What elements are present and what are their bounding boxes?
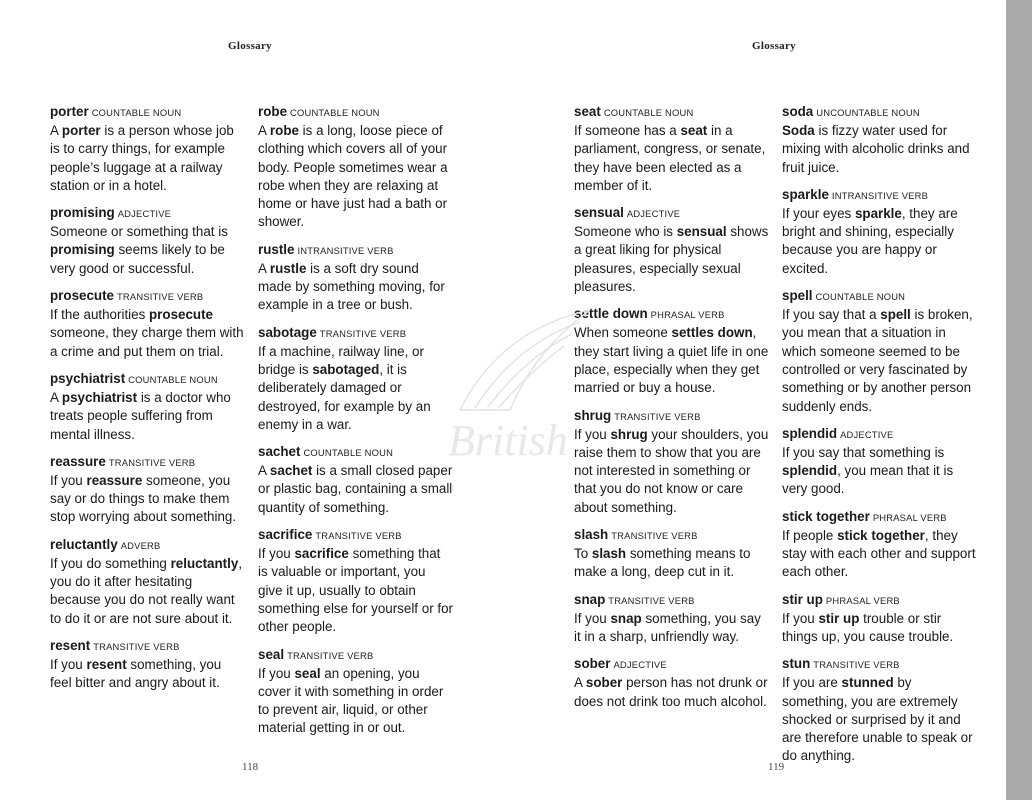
headword-line xyxy=(782,508,977,527)
definition-keyword: slash xyxy=(591,546,627,562)
glossary-entry xyxy=(258,103,453,232)
definition-text: To xyxy=(574,546,592,562)
part-of-speech: INTRANSITIVE VERB xyxy=(297,244,394,256)
definition-text: If you xyxy=(574,610,611,626)
glossary-entry xyxy=(258,526,453,636)
definition xyxy=(782,610,977,647)
headword: seal xyxy=(258,646,285,662)
headword-line xyxy=(574,407,769,426)
page-number-left: 118 xyxy=(242,761,259,773)
definition xyxy=(50,472,245,527)
definition-text: is fizzy water used for mixing with alcoholic drinks and fruit juice. xyxy=(782,123,970,175)
definition xyxy=(258,122,453,232)
glossary-entry xyxy=(782,655,977,765)
definition-text: something means to make a long, deep cut in it. xyxy=(574,546,751,580)
definition-keyword: reluctantly xyxy=(170,555,239,571)
definition-keyword: reassure xyxy=(86,472,143,488)
headword: splendid xyxy=(782,425,838,441)
definition-text: A xyxy=(258,260,270,276)
part-of-speech: TRANSITIVE VERB xyxy=(614,410,701,422)
definition-text: Someone or something that is xyxy=(50,224,228,240)
headword-line xyxy=(50,287,245,306)
part-of-speech: TRANSITIVE VERB xyxy=(315,530,402,542)
part-of-speech: TRANSITIVE VERB xyxy=(117,291,204,303)
definition-text: something, you feel bitter and angry about it. xyxy=(50,656,222,691)
definition-text: If you say that something is xyxy=(782,444,945,460)
headword-line xyxy=(258,646,453,665)
definition-text: If you say that a xyxy=(782,307,881,323)
glossary-column-4 xyxy=(782,103,977,775)
definition-text: If people xyxy=(782,527,838,543)
definition xyxy=(258,343,453,434)
part-of-speech: TRANSITIVE VERB xyxy=(108,456,196,468)
glossary-column-2 xyxy=(258,103,453,747)
definition-text: If you do something xyxy=(50,555,171,571)
part-of-speech: PHRASAL VERB xyxy=(650,309,725,321)
definition xyxy=(258,462,453,517)
definition-keyword: sabotaged xyxy=(312,361,380,377)
definition xyxy=(782,444,977,499)
definition-text: If you are xyxy=(782,675,842,691)
glossary-entry xyxy=(258,646,453,738)
headword-line xyxy=(574,526,769,545)
glossary-entry xyxy=(50,287,245,361)
part-of-speech: ADJECTIVE xyxy=(613,659,667,671)
definition-text: If your eyes xyxy=(782,205,855,221)
definition-text: your shoulders, you raise them to show that you are not interested in something or that you do not know or care about something. xyxy=(574,426,769,515)
part-of-speech: COUNTABLE NOUN xyxy=(128,373,218,385)
glossary-entry xyxy=(574,591,769,647)
part-of-speech: TRANSITIVE VERB xyxy=(813,659,900,671)
glossary-entry xyxy=(258,443,453,517)
definition-keyword: Soda xyxy=(782,123,815,138)
glossary-entry xyxy=(574,305,769,397)
definition-text: Someone who is xyxy=(574,224,677,240)
part-of-speech: ADJECTIVE xyxy=(626,208,681,220)
definition-text: is a small closed paper or plastic bag, containing a small quantity of something. xyxy=(258,463,453,515)
definition xyxy=(782,205,977,278)
headword-line xyxy=(50,370,245,389)
definition-text: is a person whose job is to carry things, for example people’s luggage at a railway station or in a hotel. xyxy=(50,123,234,193)
part-of-speech: TRANSITIVE VERB xyxy=(287,649,374,661)
headword: seat xyxy=(574,104,601,119)
definition-keyword: stick together xyxy=(837,527,925,543)
headword-line xyxy=(258,443,453,462)
part-of-speech: COUNTABLE NOUN xyxy=(290,107,380,118)
definition xyxy=(574,610,769,647)
glossary-entry xyxy=(782,103,977,177)
headword-line xyxy=(50,453,245,472)
glossary-entry xyxy=(574,204,769,296)
headword-line xyxy=(782,103,977,122)
headword-line xyxy=(50,204,245,223)
definition xyxy=(574,223,769,296)
headword-line xyxy=(50,103,245,122)
headword-line xyxy=(50,536,245,555)
definition-keyword: resent xyxy=(86,656,127,672)
definition xyxy=(782,527,977,582)
definition-keyword: sachet xyxy=(269,463,313,479)
headword: settle down xyxy=(574,306,648,322)
definition-keyword: settles down xyxy=(671,325,753,341)
headword: sachet xyxy=(258,444,301,460)
running-head-right: Glossary xyxy=(752,40,796,52)
definition-keyword: snap xyxy=(610,610,642,626)
headword-line xyxy=(782,186,977,205)
part-of-speech: COUNTABLE NOUN xyxy=(91,107,182,118)
headword: robe xyxy=(258,104,288,119)
headword: resent xyxy=(50,637,91,653)
headword-line xyxy=(258,526,453,545)
definition xyxy=(50,389,245,444)
headword: reluctantly xyxy=(50,536,118,552)
part-of-speech: PHRASAL VERB xyxy=(872,511,947,523)
definition-text: by something, you are extremely shocked or surprised by it and are therefore unable to speak or do anything. xyxy=(782,675,973,764)
definition xyxy=(258,665,453,738)
headword: stick together xyxy=(782,508,870,524)
headword: psychiatrist xyxy=(50,370,126,386)
definition-text: , it is deliberately damaged or destroyed, for example by an enemy in a war. xyxy=(258,361,431,432)
definition-text: A xyxy=(574,675,586,691)
part-of-speech: COUNTABLE NOUN xyxy=(603,107,694,118)
definition xyxy=(258,545,453,636)
headword: porter xyxy=(50,104,89,119)
headword: spell xyxy=(782,288,813,304)
definition-keyword: sacrifice xyxy=(294,546,349,562)
definition xyxy=(782,306,977,416)
definition xyxy=(50,656,245,693)
definition-text: trouble or stir things up, you cause trouble. xyxy=(782,610,954,644)
headword-line xyxy=(574,204,769,223)
definition-text: A xyxy=(50,123,62,138)
headword: prosecute xyxy=(50,288,114,304)
definition-keyword: stunned xyxy=(841,675,894,691)
headword-line xyxy=(782,425,977,444)
page-edge-strip xyxy=(1006,0,1032,800)
definition xyxy=(782,674,977,765)
glossary-entry xyxy=(574,655,769,711)
glossary-entry xyxy=(258,324,453,434)
part-of-speech: TRANSITIVE VERB xyxy=(608,594,695,606)
glossary-entry xyxy=(782,425,977,499)
definition-keyword: splendid xyxy=(782,463,838,479)
part-of-speech: ADJECTIVE xyxy=(840,428,894,440)
right-page xyxy=(516,0,1006,800)
definition-text: is a soft dry sound made by something moving, for example in a tree or bush. xyxy=(258,260,445,313)
glossary-entry xyxy=(50,103,245,195)
glossary-entry xyxy=(782,508,977,582)
part-of-speech: TRANSITIVE VERB xyxy=(93,640,180,652)
definition-text: something, you say it in a sharp, unfriendly way. xyxy=(574,610,761,644)
definition-text: A xyxy=(258,123,270,138)
definition-text: seems likely to be very good or successful. xyxy=(50,242,225,276)
definition-text: , you mean that it is very good. xyxy=(782,463,954,497)
part-of-speech: PHRASAL VERB xyxy=(825,594,900,606)
definition-text: something that is valuable or important, you give it up, usually to obtain something else for yourself or for other people. xyxy=(258,546,453,635)
headword: reassure xyxy=(50,453,106,469)
part-of-speech: COUNTABLE NOUN xyxy=(815,291,906,303)
headword: slash xyxy=(574,527,609,543)
headword: rustle xyxy=(258,241,295,257)
part-of-speech: ADVERB xyxy=(120,539,161,551)
headword-line xyxy=(782,655,977,674)
definition xyxy=(50,223,245,278)
headword-line xyxy=(574,655,769,674)
glossary-entry xyxy=(574,407,769,517)
definition-text: If you xyxy=(50,472,87,488)
glossary-entry xyxy=(782,287,977,416)
definition-text: , they are bright and shining, especially because you are happy or excited. xyxy=(782,205,958,276)
definition-keyword: prosecute xyxy=(149,307,213,323)
headword: sabotage xyxy=(258,324,317,340)
running-head-left: Glossary xyxy=(228,40,272,52)
definition-text: , they stay with each other and support each other. xyxy=(782,527,976,580)
headword-line xyxy=(574,591,769,610)
headword: soda xyxy=(782,104,814,119)
definition-text: an opening, you cover it with something in order to prevent air, liquid, or other material getting in or out. xyxy=(258,665,444,736)
definition-text: If you xyxy=(574,426,611,442)
glossary-entry xyxy=(50,370,245,444)
definition-text: , you do it after hesitating because you do not really want to do it or are not sure about it. xyxy=(50,555,243,626)
headword: sparkle xyxy=(782,186,829,202)
headword: stun xyxy=(782,656,811,672)
definition-text: If you xyxy=(258,546,295,562)
headword-line xyxy=(50,637,245,656)
definition-text: If the authorities xyxy=(50,307,149,323)
definition-text: someone, they charge them with a crime and put them on trial. xyxy=(50,325,244,359)
headword: shrug xyxy=(574,407,612,423)
page-number-right: 119 xyxy=(768,761,785,773)
definition-text: shows a great liking for physical pleasures, especially sexual pleasures. xyxy=(574,224,769,295)
glossary-entry xyxy=(258,241,453,315)
headword: stir up xyxy=(782,591,823,607)
glossary-entry xyxy=(782,186,977,278)
definition-text: If you xyxy=(50,656,87,672)
definition xyxy=(782,122,977,177)
glossary-entry xyxy=(50,637,245,693)
headword: sacrifice xyxy=(258,527,313,543)
definition-keyword: seat xyxy=(680,123,708,138)
definition-text: A xyxy=(50,389,62,405)
definition xyxy=(258,260,453,315)
headword-line xyxy=(574,305,769,324)
definition-text: If a machine, railway line, or bridge is xyxy=(258,343,424,377)
definition xyxy=(574,674,769,711)
headword: sober xyxy=(574,656,611,672)
definition-keyword: rustle xyxy=(269,260,307,276)
glossary-column-3 xyxy=(574,103,769,720)
definition xyxy=(574,545,769,582)
definition-keyword: porter xyxy=(61,123,101,138)
definition-text: person has not drunk or does not drink too much alcohol. xyxy=(574,675,768,709)
definition-keyword: psychiatrist xyxy=(61,389,138,405)
definition xyxy=(50,122,245,195)
definition-keyword: promising xyxy=(50,242,115,258)
definition-text: If someone has a xyxy=(574,123,681,138)
definition-text: someone, you say or do things to make them stop worrying about something. xyxy=(50,472,237,525)
headword-line xyxy=(258,241,453,260)
definition xyxy=(574,426,769,517)
part-of-speech: INTRANSITIVE VERB xyxy=(831,189,929,201)
part-of-speech: ADJECTIVE xyxy=(117,208,172,220)
definition-text: in a parliament, congress, or senate, they have been elected as a member of it. xyxy=(574,123,766,193)
part-of-speech: COUNTABLE NOUN xyxy=(303,447,394,459)
definition-text: If you xyxy=(782,610,819,626)
glossary-column-1 xyxy=(50,103,245,702)
watermark-text: British xyxy=(448,416,568,465)
definition-keyword: robe xyxy=(269,123,299,138)
definition xyxy=(50,306,245,361)
headword: snap xyxy=(574,591,606,607)
definition xyxy=(50,555,245,628)
glossary-entry xyxy=(50,536,245,628)
part-of-speech: UNCOUNTABLE NOUN xyxy=(816,107,920,118)
definition xyxy=(574,324,769,397)
definition-keyword: seal xyxy=(294,665,321,681)
definition-text: A xyxy=(258,463,270,479)
glossary-entry xyxy=(50,453,245,527)
headword: sensual xyxy=(574,205,624,221)
definition xyxy=(574,122,769,195)
headword-line xyxy=(574,103,769,122)
glossary-entry xyxy=(782,591,977,647)
definition-text: is a doctor who treats people suffering from mental illness. xyxy=(50,389,231,442)
definition-keyword: sensual xyxy=(676,224,727,240)
part-of-speech: TRANSITIVE VERB xyxy=(319,327,407,339)
headword-line xyxy=(782,591,977,610)
definition-keyword: sparkle xyxy=(854,205,902,221)
headword-line xyxy=(258,324,453,343)
definition-text: If you xyxy=(258,665,295,681)
headword-line xyxy=(782,287,977,306)
glossary-entry xyxy=(574,103,769,195)
glossary-entry xyxy=(50,204,245,278)
definition-text: , they start living a quiet life in one place, especially when they get married or buy a house. xyxy=(574,325,769,396)
headword-line xyxy=(258,103,453,122)
definition-keyword: shrug xyxy=(610,426,648,442)
definition-keyword: sober xyxy=(585,675,623,691)
definition-keyword: stir up xyxy=(818,610,860,626)
definition-text: is a long, loose piece of clothing which covers all of your body. People sometimes wear a robe when they are relaxing at home or have just had a bath or shower. xyxy=(258,123,448,230)
definition-text: When someone xyxy=(574,325,672,341)
definition-keyword: spell xyxy=(880,307,911,323)
headword: promising xyxy=(50,205,115,221)
part-of-speech: TRANSITIVE VERB xyxy=(611,530,698,542)
glossary-entry xyxy=(574,526,769,582)
definition-text: is broken, you mean that a situation in which someone seemed to be controlled or very fascinated by something or by another person suddenly ends. xyxy=(782,307,973,414)
